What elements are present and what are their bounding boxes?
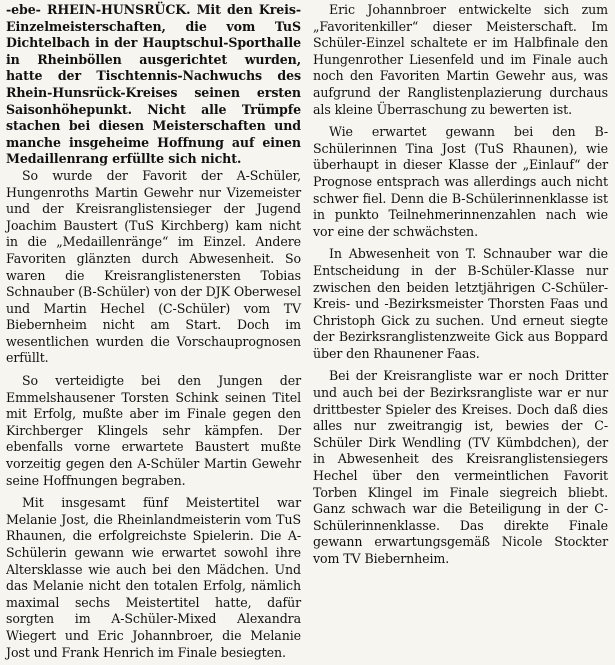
paragraph: Mit insgesamt fünf Meistertitel war Melanie Jost, die Rheinlandmeisterin vom TuS Rhaunen, die erfolgreichste Spielerin. Die A-Schülerin gewann wie erwartet sowohl ihre Altersklasse wie auch bei den Mädchen. Und das Melanie nicht den totalen Erfolg, nämlich maximal sechs Meistertitel hatte, dafür sorgten im A-Schüler-Mixed Alexandra Wiegert und Eric Johannbroer, die Melanie Jost und Frank Henrich im Finale besiegten. (6, 495, 301, 660)
dateline: -ebe- RHEIN-HUNSRÜCK. (6, 2, 191, 17)
article-lead (6, 2, 301, 168)
right-column (313, 2, 608, 568)
paragraph: So verteidigte bei den Jungen der Emmelshausener Torsten Schink seinen Titel mit Erfolg, mußte aber im Finale gegen den Kirchberger Klingels sehr kämpfen. Der ebenfalls vorne erwartete Baustert mußte vorzeitig gegen den A-Schüler Martin Gewehr seine Hoffnungen begraben. (6, 373, 301, 488)
paragraph: Bei der Kreisrangliste war er noch Dritter und auch bei der Bezirksrangliste war er nur drittbester Spieler des Kreises. Doch daß dies alles nur zweitrangig ist, bewies der C-Schüler Dirk Wendling (TV Kümbdchen), der in Abwesenheit des Kreisranglistensiegers Hechel über den vermeintlichen Favorit Torben Klingel im Finale siegreich bliebt. Ganz schwach war die Beteiligung in der C-Schülerinnenklasse. Das direkte Finale gewann erwartungsgemäß Nicole Stockter vom TV Biebernheim. (313, 368, 608, 566)
left-column (6, 2, 301, 661)
paragraph: Wie erwartet gewann bei den B-Schülerinnen Tina Jost (TuS Rhaunen), wie überhaupt in dieser Klasse der „Einlauf“ der Prognose entsprach was allerdings auch nicht schwer fiel. Denn die B-Schülerinnenklasse ist in punkto Teilnehmerinnenzahlen nach wie vor eine der schwächsten. (313, 124, 608, 239)
article-columns (6, 2, 609, 661)
paragraph: So wurde der Favorit der A-Schüler, Hungenroths Martin Gewehr nur Vizemeister und der Kreisranglistensieger der Jugend Joachim Baustert (TuS Kirchberg) kam nicht in die „Medaillenränge“ im Einzel. Andere Favoriten glänzten durch Abwesenheit. So waren die Kreisranglistenersten Tobias Schnauber (B-Schüler) von der DJK Oberwesel und Martin Hechel (C-Schüler) vom TV Biebernheim nicht am Start. Doch im wesentlichen wurden die Vorschauprognosen erfüllt. (6, 167, 301, 366)
paragraph: Eric Johannbroer entwickelte sich zum „Favoritenkiller“ dieser Meisterschaft. Im Schüler-Einzel schaltete er im Halbfinale den Hungenrother Liesenfeld und im Finale auch noch den Favoriten Martin Gewehr aus, was aufgrund der Ranglistenplazierung durchaus als kleine Überraschung zu bewerten ist. (313, 2, 608, 117)
paragraph: In Abwesenheit von T. Schnauber war die Entscheidung in der B-Schüler-Klasse nur zwischen den beiden letztjährigen C-Schüler-Kreis- und -Bezirksmeister Thorsten Faas und Christoph Gick zu suchen. Und erneut siegte der Bezirksranglistenzweite Gick aus Boppard über den Rhaunener Faas. (313, 246, 608, 361)
lead-text: Mit den Kreis-Einzelmeisterschaften, die vom TuS Dichtelbach in der Hauptschul-Sporthalle in Rheinböllen ausgerichtet wurden, hatte der Tischtennis-Nachwuchs des Rhein-Hunsrück-Kreises seinen ersten Saisonhöhepunkt. Nicht alle Trümpfe stachen bei diesen Meisterschaften und manche insgeheime Hoffnung auf einen Medaillenrang erfüllte sich nicht. (6, 2, 301, 167)
